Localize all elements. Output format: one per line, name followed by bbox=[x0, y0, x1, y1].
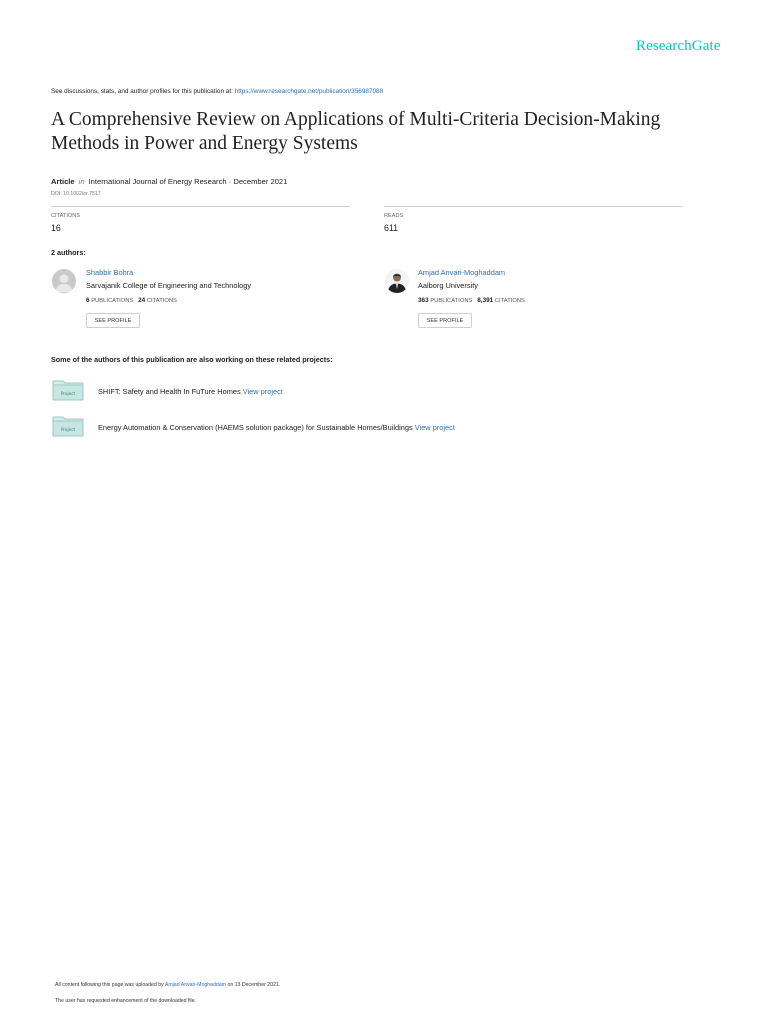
publications-label: PUBLICATIONS bbox=[430, 298, 473, 304]
user-silhouette-icon bbox=[52, 269, 76, 293]
enhancement-note: The user has requested enhancement of the downloaded file. bbox=[55, 998, 197, 1004]
citations-divider bbox=[51, 206, 350, 207]
authors-heading: 2 authors: bbox=[51, 248, 86, 257]
project-item bbox=[98, 423, 455, 432]
project-icon-label: Project bbox=[60, 391, 76, 396]
citations-label: CITATIONS bbox=[146, 298, 177, 304]
project-folder-icon[interactable] bbox=[52, 415, 84, 437]
citations-count: 8,391 bbox=[477, 297, 494, 304]
reads-divider bbox=[384, 206, 683, 207]
author-photo-icon bbox=[385, 269, 409, 293]
citations-value: 16 bbox=[51, 223, 61, 233]
view-project-link[interactable]: View project bbox=[242, 387, 283, 396]
project-folder-icon[interactable] bbox=[52, 379, 84, 401]
journal-info: International Journal of Energy Research · December 2021 bbox=[88, 177, 288, 186]
uploader-link[interactable]: Amjad Anvari-Moghaddam bbox=[164, 982, 227, 988]
avatar[interactable] bbox=[52, 269, 76, 293]
project-item bbox=[98, 387, 283, 396]
article-type: Article bbox=[51, 177, 75, 186]
citations-label: CITATIONS bbox=[494, 298, 525, 304]
see-profile-button[interactable]: SEE PROFILE bbox=[86, 313, 140, 328]
article-meta bbox=[51, 177, 287, 186]
author-name-link[interactable]: Amjad Anvari-Moghaddam bbox=[418, 268, 506, 277]
in-word: in bbox=[78, 177, 85, 186]
project-icon-label: Project bbox=[60, 427, 76, 432]
author-institution: Sarvajanik College of Engineering and Technology bbox=[86, 281, 252, 290]
doi: DOI: 10.1002/er.7517 bbox=[51, 191, 101, 197]
page-title: A Comprehensive Review on Applications of Multi-Criteria Decision-Making Methods in Power and Energy Systems bbox=[51, 109, 661, 154]
publications-count: 6 bbox=[86, 297, 90, 304]
project-name: Energy Automation & Conservation (HAEMS solution package) for Sustainable Homes/Buildings bbox=[98, 423, 413, 432]
publication-url-link[interactable]: https://www.researchgate.net/publication/356987088 bbox=[234, 88, 384, 95]
author-name-link[interactable]: Shabbir Bohra bbox=[86, 268, 134, 277]
discussion-line bbox=[51, 88, 383, 95]
upload-suffix: on 13 December 2021. bbox=[226, 982, 281, 988]
author-stats bbox=[418, 297, 525, 304]
reads-label: READS bbox=[384, 213, 404, 219]
author-photo[interactable] bbox=[385, 269, 409, 293]
author-stats bbox=[86, 297, 177, 304]
upload-note bbox=[55, 982, 280, 988]
publications-count: 363 bbox=[418, 297, 429, 304]
see-profile-button[interactable]: SEE PROFILE bbox=[418, 313, 472, 328]
researchgate-logo[interactable]: ResearchGate bbox=[636, 38, 721, 54]
citations-count: 24 bbox=[138, 297, 146, 304]
reads-value: 611 bbox=[384, 223, 399, 233]
related-projects-heading: Some of the authors of this publication are also working on these related projects: bbox=[51, 355, 333, 364]
upload-prefix: All content following this page was uploaded by bbox=[55, 982, 165, 988]
publications-label: PUBLICATIONS bbox=[91, 298, 134, 304]
discussion-prefix: See discussions, stats, and author profiles for this publication at: bbox=[51, 88, 235, 95]
citations-label: CITATIONS bbox=[51, 213, 81, 219]
view-project-link[interactable]: View project bbox=[414, 423, 455, 432]
author-institution: Aalborg University bbox=[418, 281, 478, 290]
project-name: SHIFT: Safety and Health In FuTure Homes bbox=[98, 387, 241, 396]
